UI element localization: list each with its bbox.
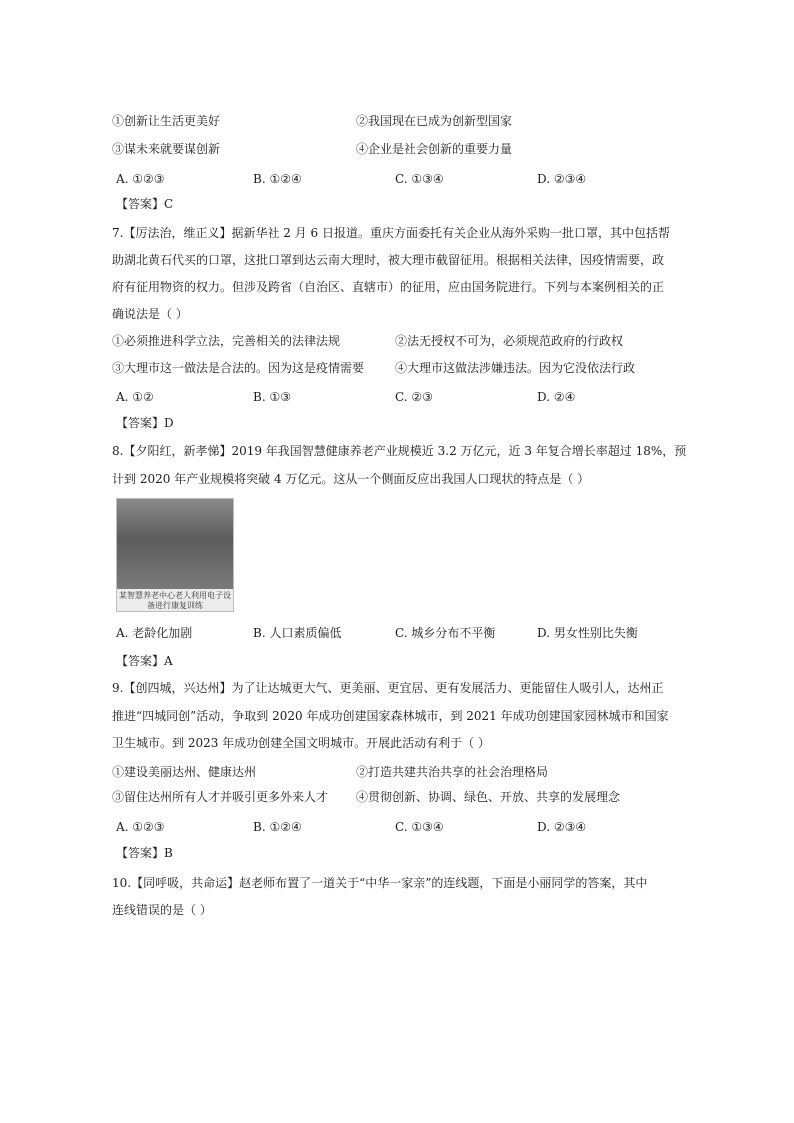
q9-option-b: B. ①②④ — [253, 820, 302, 834]
q6-statement-1: ①创新让生活更美好 — [112, 114, 221, 128]
q9-option-d: D. ②③④ — [537, 820, 587, 834]
q6-statement-3: ③谋未来就要谋创新 — [112, 142, 221, 156]
q7-option-c: C. ②③ — [395, 390, 433, 404]
q7-stem-line-1: 7.【厉法治，维正义】据新华社 2 月 6 日报道。重庆方面委托有关企业从海外采购一批口罩，其中包括帮 — [112, 226, 670, 240]
q7-option-a: A. ①② — [116, 390, 154, 404]
q8-stem-line-2: 计到 2020 年产业规模将突破 4 万亿元。这从一个侧面反应出我国人口现状的特点是（ ） — [112, 472, 590, 486]
q9-statement-2: ②打造共建共治共享的社会治理格局 — [356, 765, 549, 779]
q6-option-d: D. ②③④ — [537, 172, 587, 186]
q6-statement-2: ②我国现在已成为创新型国家 — [356, 114, 513, 128]
q7-stem-line-2: 助湖北黄石代买的口罩，这批口罩到达云南大理时，被大理市截留征用。根据相关法律，因疫情需要，政 — [112, 253, 665, 267]
q8-figure-caption: 某智慧养老中心老人利用电子设备进行康复训练 — [119, 591, 231, 610]
elderly-rehab-photo — [117, 499, 233, 589]
q6-answer: 【答案】C — [116, 197, 174, 211]
q9-stem-line-1: 9.【创四城，兴达州】为了让达城更大气、更美丽、更宜居、更有发展活力、更能留住人吸引人，达州正 — [112, 681, 664, 695]
q7-option-d: D. ②④ — [537, 390, 576, 404]
q8-option-b: B. 人口素质偏低 — [253, 626, 342, 640]
q7-stem-line-4: 确说法是（ ） — [112, 307, 188, 321]
q6-statement-4: ④企业是社会创新的重要力量 — [356, 142, 513, 156]
q9-option-a: A. ①②③ — [116, 820, 165, 834]
q9-answer: 【答案】B — [116, 846, 173, 860]
q7-statement-4: ④大理市这做法涉嫌违法。因为它没依法行政 — [395, 361, 636, 375]
q8-stem-line-1: 8.【夕阳红，新孝悌】2019 年我国智慧健康养老产业规模近 3.2 万亿元，近 3 年复合增长率超过 18%，预 — [112, 444, 687, 458]
q8-option-c: C. 城乡分布不平衡 — [395, 626, 496, 640]
q7-statement-3: ③大理市这一做法是合法的。因为这是疫情需要 — [112, 361, 365, 375]
q10-stem-line-2: 连线错误的是（ ） — [112, 903, 212, 917]
q9-statement-1: ①建设美丽达州、健康达州 — [112, 765, 257, 779]
q8-option-d: D. 男女性别比失衡 — [537, 626, 638, 640]
q9-stem-line-3: 卫生城市。到 2023 年成功创建全国文明城市。开展此活动有利于（ ） — [112, 736, 490, 750]
q9-statement-4: ④贯彻创新、协调、绿色、开放、共享的发展理念 — [356, 790, 621, 804]
q8-answer: 【答案】A — [116, 654, 173, 668]
q6-option-a: A. ①②③ — [116, 172, 165, 186]
q7-answer: 【答案】D — [116, 416, 174, 430]
q7-option-b: B. ①③ — [253, 390, 291, 404]
q9-option-c: C. ①③④ — [395, 820, 444, 834]
q7-statement-1: ①必须推进科学立法，完善相关的法律法规 — [112, 334, 341, 348]
q10-stem-line-1: 10.【同呼吸，共命运】赵老师布置了一道关于“中华一家亲”的连线题，下面是小丽同学的答案，其中 — [112, 876, 648, 890]
q7-statement-2: ②法无授权不可为，必须规范政府的行政权 — [395, 334, 624, 348]
q9-stem-line-2: 推进“四城同创”活动，争取到 2020 年成功创建国家森林城市，到 2021 年成功创建国家园林城市和国家 — [112, 709, 669, 723]
q6-option-b: B. ①②④ — [253, 172, 302, 186]
q6-option-c: C. ①③④ — [395, 172, 444, 186]
q8-option-a: A. 老龄化加剧 — [116, 626, 193, 640]
q7-stem-line-3: 府有征用物资的权力。但涉及跨省（自治区、直辖市）的征用，应由国务院进行。下列与本案例相关的正 — [112, 280, 665, 294]
q8-figure — [116, 498, 234, 612]
q9-statement-3: ③留住达州所有人才并吸引更多外来人才 — [112, 790, 329, 804]
